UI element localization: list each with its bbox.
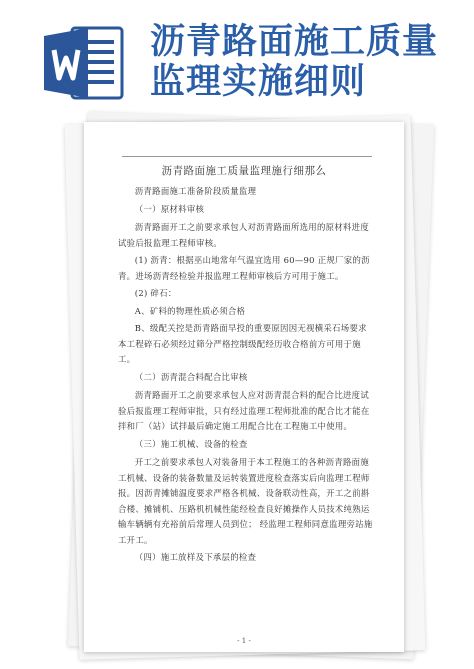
section-heading: （二）沥青混合料配合比审核 bbox=[134, 371, 248, 382]
page-title bbox=[150, 22, 470, 102]
paragraph: (1) 沥青：根据巫山地常年气温宜选用 60—90 正规厂家的沥青。进场沥青经检验并报监理工程师审核后方可用于施工。 bbox=[118, 255, 370, 281]
document-body bbox=[118, 184, 374, 569]
paragraph: A、矿料的物理性质必须合格 bbox=[134, 305, 246, 316]
paragraph: B、级配关控是沥青路面早投的重要原因因无视横采石场要求本工程碎石必须经过筛分严格控制级配经历收合格前方可用于施工。 bbox=[118, 323, 367, 364]
word-document-icon bbox=[42, 22, 126, 104]
title-line-1: 沥青路面施工质量 bbox=[150, 22, 439, 62]
title-line-2: 监理实施细则 bbox=[150, 62, 367, 102]
section-heading: （一）原材料审核 bbox=[134, 203, 205, 214]
paragraph: 开工之前要求承包人对装备用于本工程施工的各种沥青路面施工机械、设备的装备数量及运转装置进度检查落实后向监理工程师报。因沥青摊铺温度要求严格各机械、设备联动性高，开工之前斟合楼、摊铺机、压路机机械性能经检查良好摊操作人员技术纯熟运输车辆辆有充裕前后常理人员到位； 经监理工程师同意监理旁站施工开工。 bbox=[118, 457, 373, 545]
paragraph: 沥青路面开工之前要求承包人对沥青路面所选用的原材料进度试验后报监理工程师审核。 bbox=[118, 222, 370, 248]
section-heading: （三）施工机械、设备的检查 bbox=[134, 438, 248, 449]
header-rule bbox=[122, 156, 372, 157]
paragraph: 沥青路面施工准备阶段质量监理 bbox=[134, 186, 257, 196]
header-banner bbox=[0, 0, 474, 120]
paragraph: 沥青路面开工之前要求承包人应对沥青混合料的配合比进度试验后报监理工程师审批，只有经过监理工程师批准的配合比才能在拌和厂（站）试拌最后确定施工用配合比在工程施工中使用。 bbox=[118, 390, 370, 431]
document-page bbox=[84, 122, 404, 652]
paragraph: (2) 碎石： bbox=[134, 288, 177, 298]
document-title: 沥青路面施工质量监理施行细那么 bbox=[161, 165, 327, 177]
page-number: - 1 - bbox=[237, 637, 251, 645]
section-heading: （四）施工放样及下承层的检查 bbox=[134, 552, 257, 562]
